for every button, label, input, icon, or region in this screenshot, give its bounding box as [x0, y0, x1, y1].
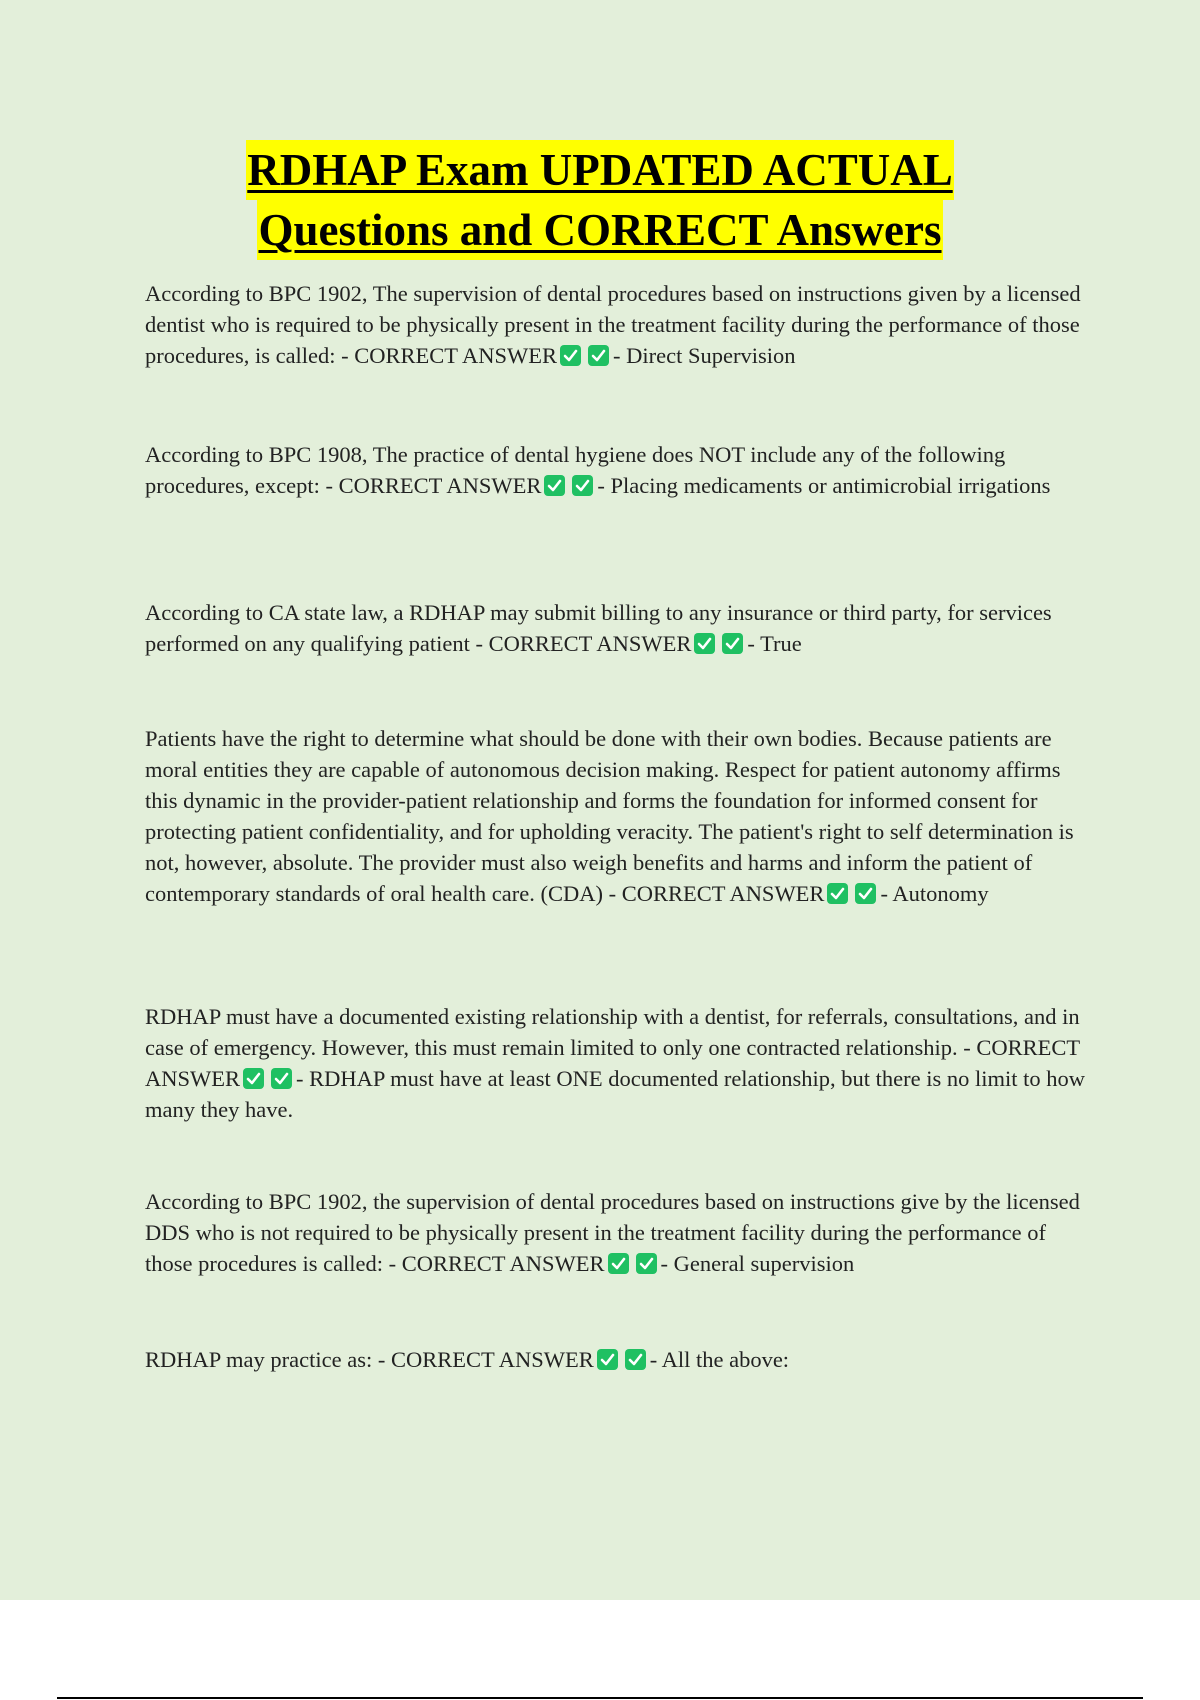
checkmark-icon	[636, 1253, 657, 1274]
checkmark-icon	[572, 475, 593, 496]
question-text: According to BPC 1902, the supervision of dental procedures based on instructions give by the licensed DDS who is not required to be physically present in the treatment facility during the performance of those procedures is called:	[145, 1189, 1080, 1276]
checkmark-icon	[608, 1253, 629, 1274]
qa-item	[145, 439, 1095, 501]
question-text: Patients have the right to determine what should be done with their own bodies. Because patients are moral entities they are capable of autonomous decision making. Respect for patient autonomy affirms this dynamic in the provider-patient relationship and forms the foundation for informed consent for protecting patient confidentiality, and for upholding veracity. The patient's right to self determination is not, however, absolute. The provider must also weigh benefits and harms and inform the patient of contemporary standards of oral health care. (CDA)	[145, 726, 1074, 906]
answer-marker: - CORRECT ANSWER	[341, 343, 558, 368]
qa-item	[145, 1186, 1095, 1279]
answer-text: - General supervision	[660, 1251, 855, 1276]
answer-text: - Autonomy	[880, 881, 989, 906]
answer-marker: - CORRECT ANSWER	[325, 473, 542, 498]
answer-text: - True	[747, 631, 802, 656]
question-text: According to BPC 1908, The practice of dental hygiene does NOT include any of the following procedures, except:	[145, 442, 1006, 498]
title-line-1: RDHAP Exam UPDATED ACTUAL	[246, 140, 953, 200]
answer-marker: - CORRECT ANSWER	[388, 1251, 605, 1276]
question-text: According to CA state law, a RDHAP may submit billing to any insurance or third party, for services performed on any qualifying patient	[145, 600, 1052, 656]
checkmark-icon	[855, 883, 876, 904]
qa-item	[145, 1001, 1095, 1125]
answer-text: - Direct Supervision	[613, 343, 796, 368]
answer-marker: - CORRECT ANSWER	[475, 631, 692, 656]
answer-text: - Placing medicaments or antimicrobial irrigations	[597, 473, 1051, 498]
answer-marker: - CORRECT ANSWER	[608, 881, 825, 906]
answer-marker: - CORRECT ANSWER	[377, 1347, 594, 1372]
checkmark-icon	[560, 345, 581, 366]
answer-text: - All the above:	[649, 1347, 790, 1372]
footer-rule	[57, 1697, 1143, 1699]
document-title	[0, 140, 1200, 260]
checkmark-icon	[625, 1349, 646, 1370]
question-text: RDHAP may practice as:	[145, 1347, 373, 1372]
checkmark-icon	[597, 1349, 618, 1370]
checkmark-icon	[588, 345, 609, 366]
answer-marker: - CORRECT ANSWER	[145, 1035, 1080, 1091]
checkmark-icon	[722, 633, 743, 654]
question-text: RDHAP must have a documented existing relationship with a dentist, for referrals, consultations, and in case of emergency. However, this must remain limited to only one contracted relationship.	[145, 1004, 1080, 1060]
qa-item	[145, 278, 1095, 371]
qa-item	[145, 723, 1095, 909]
qa-item	[145, 1344, 1095, 1375]
checkmark-icon	[827, 883, 848, 904]
checkmark-icon	[243, 1068, 264, 1089]
qa-item	[145, 597, 1095, 659]
checkmark-icon	[544, 475, 565, 496]
checkmark-icon	[271, 1068, 292, 1089]
question-text: According to BPC 1902, The supervision of dental procedures based on instructions given by a licensed dentist who is required to be physically present in the treatment facility during the performance of those procedures, is called:	[145, 281, 1081, 368]
answer-text: - RDHAP must have at least ONE documented relationship, but there is no limit to how many they have.	[145, 1066, 1086, 1122]
checkmark-icon	[694, 633, 715, 654]
title-line-2: Questions and CORRECT Answers	[257, 200, 942, 260]
